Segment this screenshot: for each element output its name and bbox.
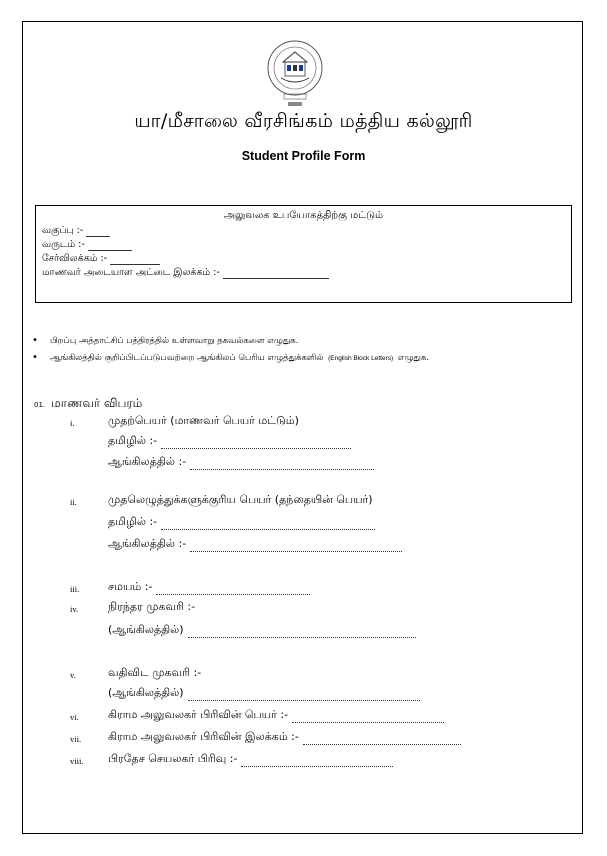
initials-name-english-input[interactable]: [190, 542, 402, 552]
religion-row: [108, 580, 310, 595]
office-field-id-card-no: [42, 267, 329, 279]
sub-label: தமிழில் :-: [108, 515, 158, 528]
sub-label: ஆங்கிலத்தில் :-: [108, 537, 187, 550]
instruction-bullet: [32, 336, 298, 347]
field-label-ds-division: பிரதேச செயலகர் பிரிவு :-: [108, 752, 238, 765]
college-name: யா/மீசாலை வீரசிங்கம் மத்திய கல்லூரி: [134, 110, 473, 132]
field-label-first-name: முதற்பெயர் (மாணவர் பெயர் மட்டும்): [108, 414, 299, 427]
office-field-blank[interactable]: [88, 241, 132, 251]
sub-label: (ஆங்கிலத்தில்): [108, 686, 184, 699]
field-label-gn-division-name: கிராம அலுவலகர் பிரிவின் பெயர் :-: [108, 708, 289, 721]
office-field-label: வருடம் :-: [42, 239, 85, 250]
instruction-bullet: [32, 353, 429, 364]
sub-label: தமிழில் :-: [108, 434, 158, 447]
item-number: viii.: [70, 756, 84, 766]
gn-division-name-row: [108, 708, 444, 723]
office-field-year: [42, 239, 132, 251]
initials-name-tamil-row: [108, 515, 375, 530]
instruction-text-end: எழுதுக.: [397, 353, 430, 363]
residential-address-input[interactable]: [188, 691, 420, 701]
instruction-english-note: (English Block Letters): [328, 355, 394, 362]
initials-name-english-row: [108, 537, 402, 552]
office-field-blank[interactable]: [86, 227, 110, 237]
item-number: iv.: [70, 604, 79, 614]
field-label-initials-name: முதலெழுத்துக்களுக்குரிய பெயர் (தந்தையின் பெயர்): [108, 493, 373, 506]
ds-division-row: [108, 752, 393, 767]
item-number: v.: [70, 670, 76, 680]
office-field-class: [42, 225, 110, 237]
field-label-religion: சமயம் :-: [108, 580, 153, 593]
gn-division-number-input[interactable]: [303, 735, 461, 745]
section-number: 01.: [34, 401, 46, 409]
office-field-blank[interactable]: [110, 255, 160, 265]
religion-input[interactable]: [156, 585, 310, 595]
office-field-label: மாணவர் அடையாள அட்டை இலக்கம் :-: [42, 267, 220, 278]
first-name-english-input[interactable]: [190, 460, 374, 470]
field-label-permanent-address: நிரந்தர முகவரி :-: [108, 600, 196, 613]
item-number: i.: [70, 418, 75, 428]
office-field-label: சேர்விலக்கம் :-: [42, 253, 108, 264]
item-number: vii.: [70, 734, 82, 744]
section-title: மாணவர் விபரம்: [51, 396, 143, 410]
college-crest-logo: [266, 38, 324, 108]
office-field-blank[interactable]: [223, 269, 329, 279]
gn-division-name-input[interactable]: [292, 713, 444, 723]
office-use-box: [35, 205, 572, 303]
first-name-tamil-input[interactable]: [161, 439, 351, 449]
section-student-details: [34, 392, 142, 412]
office-use-title: அலுவலக உபயோகத்திற்கு மட்டும்: [223, 210, 384, 221]
first-name-english-row: [108, 455, 374, 470]
office-field-label: வகுப்பு :-: [42, 225, 84, 236]
instruction-text: பிறப்பு அத்தாட்சிப் பத்திரத்தில் உள்ளவாறு தகவல்களை எழுதுக.: [50, 336, 299, 346]
item-number: iii.: [70, 584, 80, 594]
gn-division-number-row: [108, 730, 461, 745]
item-number: vi.: [70, 712, 79, 722]
sub-label: ஆங்கிலத்தில் :-: [108, 455, 187, 468]
field-label-residential-address: வதிவிட முகவரி :-: [108, 666, 202, 679]
field-label-gn-division-number: கிராம அலுவலகர் பிரிவின் இலக்கம் :-: [108, 730, 299, 743]
sub-label: (ஆங்கிலத்தில்): [108, 623, 184, 636]
form-title: Student Profile Form: [241, 149, 366, 163]
permanent-address-row: [108, 623, 416, 638]
first-name-tamil-row: [108, 434, 351, 449]
office-field-admission-no: [42, 253, 160, 265]
ds-division-input[interactable]: [241, 757, 393, 767]
instruction-text: ஆங்கிலத்தில் குறிப்பிடப்படுபவற்றை ஆங்கிலப் பெரிய எழுத்துக்களில்: [50, 353, 324, 363]
initials-name-tamil-input[interactable]: [161, 520, 375, 530]
permanent-address-input[interactable]: [188, 628, 416, 638]
residential-address-row: [108, 686, 420, 701]
item-number: ii.: [70, 497, 77, 507]
